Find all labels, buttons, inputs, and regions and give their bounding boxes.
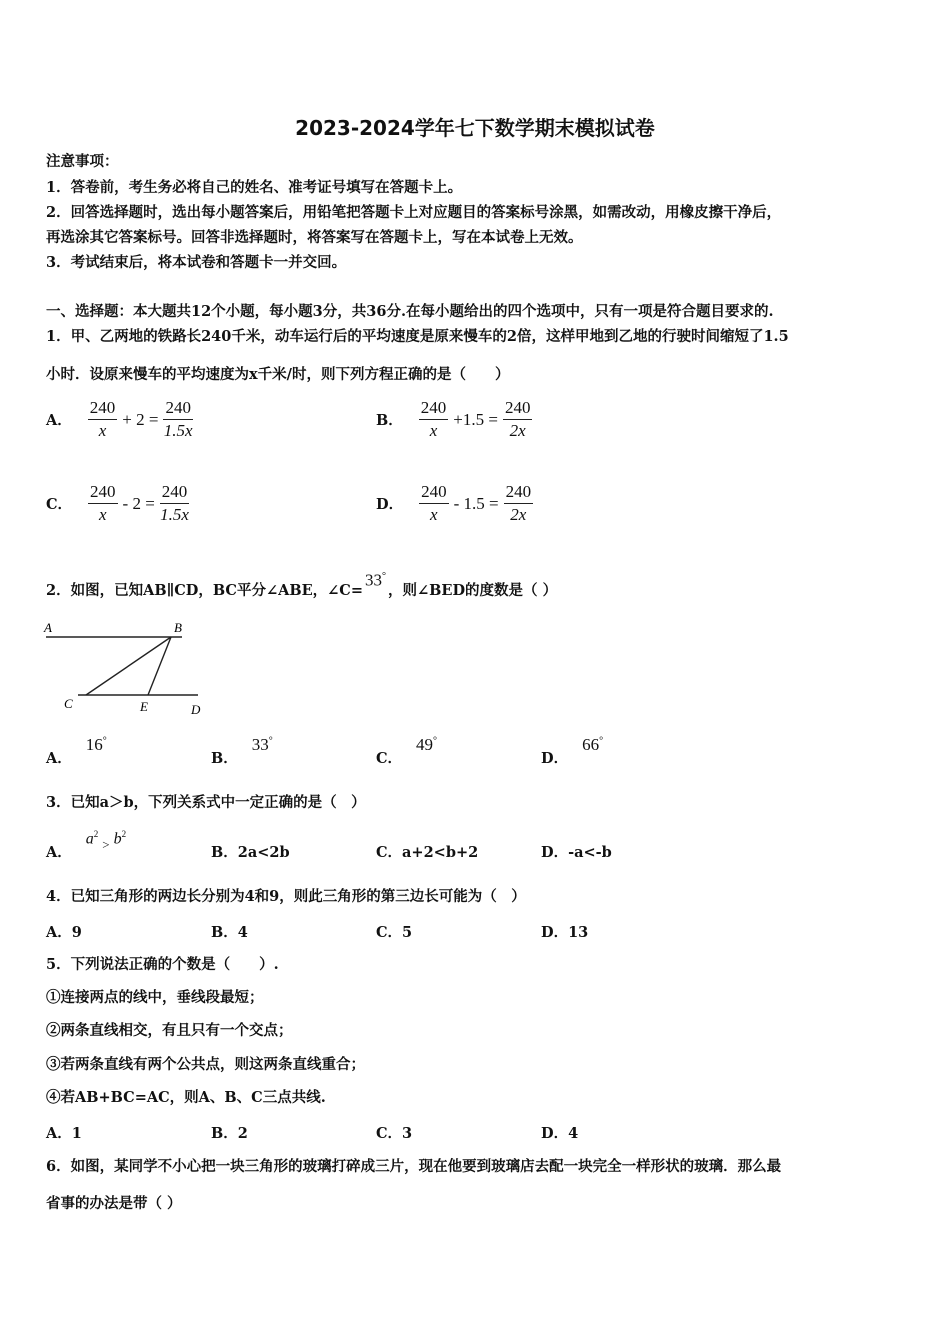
q5-option-d[interactable]: D．4	[541, 1125, 579, 1142]
q2-option-d[interactable]	[541, 735, 603, 768]
q3-option-c[interactable]: C．a+2<b+2	[376, 844, 479, 861]
label-c: C	[64, 696, 73, 711]
q2-stem	[46, 570, 558, 603]
option-label: D．	[541, 750, 569, 767]
option-value: 16°	[85, 735, 107, 754]
option-label: A．	[46, 412, 72, 429]
q4-option-a[interactable]: A．9	[46, 924, 82, 941]
notice-line-2: 2．回答选择题时，选出每小题答案后，用铅笔把答题卡上对应题目的答案标号涂黑，如需改动，用橡皮擦干净后，	[46, 204, 782, 221]
notice-line-3: 再选涂其它答案标号。回答非选择题时，将答案写在答题卡上，写在本试卷上无效。	[46, 229, 583, 246]
q4-option-b[interactable]: B．4	[211, 924, 248, 941]
q5-stem: 5．下列说法正确的个数是（ ）.	[46, 956, 279, 973]
option-label: B．	[211, 750, 238, 767]
option-value: 33°	[251, 735, 273, 754]
q3-option-d[interactable]: D．-a<-b	[541, 844, 612, 861]
q5-statement-3: ③若两条直线有两个公共点，则这两条直线重合；	[46, 1056, 365, 1073]
inequality: $a^2$ $_>$ $b^2$	[85, 829, 127, 853]
label-b: B	[174, 620, 182, 635]
page-title: 2023-2024学年七下数学期末模拟试卷	[295, 116, 655, 140]
q2-option-b[interactable]	[211, 735, 273, 768]
q1-option-c[interactable]	[46, 482, 191, 525]
q6-stem-line1: 6．如图，某同学不小心把一块三角形的玻璃打碎成三片，现在他要到玻璃店去配一块完全一样形状的玻璃．那么最	[46, 1158, 782, 1175]
q1-option-b[interactable]	[376, 398, 534, 441]
label-a: A	[44, 620, 52, 635]
q5-option-a[interactable]: A．1	[46, 1125, 82, 1142]
equation: $\frac{240}{x}$ - 1.5 = $\frac{240}{2x}$	[421, 482, 532, 524]
q4-option-c[interactable]: C．5	[376, 924, 413, 941]
notice-line-4: 3．考试结束后，将本试卷和答题卡一并交回。	[46, 254, 347, 271]
q1-stem-line2: 小时．设原来慢车的平均速度为x千米/时，则下列方程正确的是（ ）	[46, 366, 510, 383]
q1-stem-line1: 1．甲、乙两地的铁路长240千米，动车运行后的平均速度是原来慢车的2倍，这样甲地到乙地的行驶时间缩短了1.5	[46, 328, 789, 345]
option-label: B．	[376, 412, 403, 429]
q5-option-b[interactable]: B．2	[211, 1125, 248, 1142]
q2-figure	[40, 616, 220, 718]
notice-line-1: 1．答卷前，考生务必将自己的姓名、准考证号填写在答题卡上。	[46, 179, 463, 196]
q3-option-b[interactable]: B．2a<2b	[211, 844, 290, 861]
q1-option-d[interactable]	[376, 482, 535, 525]
notice-heading: 注意事项：	[46, 153, 119, 170]
q2-option-a[interactable]	[46, 735, 107, 768]
q6-stem-line2: 省事的办法是带（ ）	[46, 1195, 182, 1212]
q5-statement-4: ④若AB+BC=AC，则A、B、C三点共线.	[46, 1089, 326, 1106]
q2-angle: 33°	[365, 570, 386, 590]
q1-option-a[interactable]	[46, 398, 195, 441]
option-label: C．	[46, 496, 73, 513]
q3-stem: 3．已知a＞b，下列关系式中一定正确的是（ ）	[46, 794, 366, 811]
segment-be	[148, 637, 171, 695]
option-label: C．	[376, 750, 403, 767]
q2-option-c[interactable]	[376, 735, 437, 768]
option-label: D．	[376, 496, 404, 513]
q3-option-a[interactable]	[46, 829, 126, 862]
equation: $\frac{240}{x}$ + 2 = $\frac{240}{1.5x}$	[89, 398, 193, 440]
q5-statement-1: ①连接两点的线中，垂线段最短；	[46, 989, 264, 1006]
segment-bc	[86, 637, 171, 695]
q4-stem: 4．已知三角形的两边长分别为4和9，则此三角形的第三边长可能为（ ）	[46, 888, 526, 905]
section-heading: 一、选择题：本大题共12个小题，每小题3分，共36分.在每小题给出的四个选项中，只有一项是符合题目要求的.	[46, 303, 774, 320]
q2-stem-post: ，则∠BED的度数是（ ）	[388, 581, 558, 599]
option-value: 49°	[416, 735, 438, 754]
option-label: A．	[46, 750, 72, 767]
equation: $\frac{240}{x}$ - 2 = $\frac{240}{1.5x}$	[90, 482, 189, 524]
equation: $\frac{240}{x}$ +1.5 = $\frac{240}{2x}$	[420, 398, 531, 440]
option-label: A．	[46, 844, 72, 861]
q5-statement-2: ②两条直线相交，有且只有一个交点；	[46, 1022, 293, 1039]
option-value: 66°	[582, 735, 604, 754]
q5-option-c[interactable]: C．3	[376, 1125, 413, 1142]
q4-option-d[interactable]: D．13	[541, 924, 589, 941]
label-e: E	[140, 699, 148, 714]
q2-stem-pre: 2．如图，已知AB∥CD，BC平分∠ABE，∠C=	[46, 581, 363, 599]
label-d: D	[191, 702, 201, 717]
